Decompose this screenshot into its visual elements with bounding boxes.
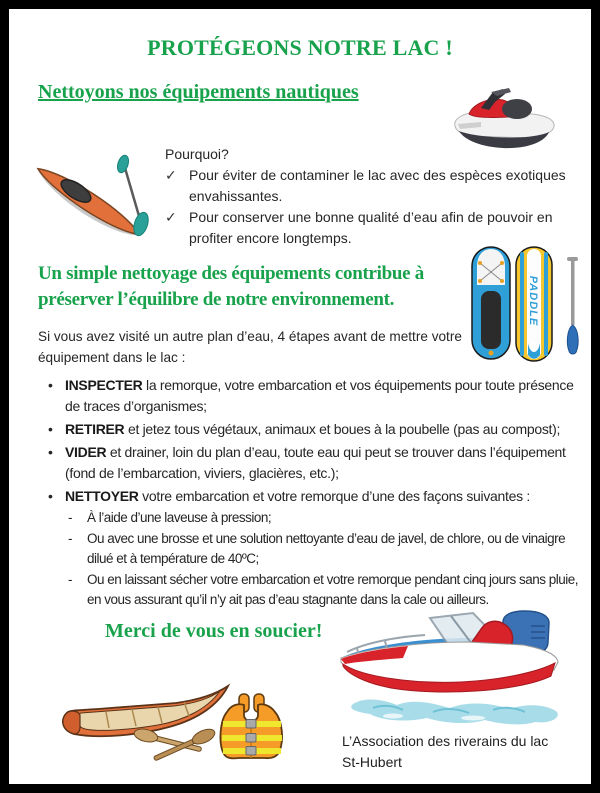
step-item <box>48 486 583 507</box>
why-heading: Pourquoi? <box>165 146 229 162</box>
jetski-illustration <box>450 80 562 154</box>
paddle-board-label: PADDLE <box>527 275 539 327</box>
steps-intro: Si vous avez visité un autre plan d’eau, 4 étapes avant de mettre votre équipement dans le lac : <box>38 329 462 365</box>
signature-line2: St-Hubert <box>342 754 402 770</box>
check-icon: ✓ <box>165 167 177 183</box>
page-subtitle: Nettoyons nos équipements nautiques <box>38 81 359 103</box>
dash-icon: - <box>68 510 72 525</box>
why-item-text: Pour éviter de contaminer le lac avec des espèces exotiques envahissantes. <box>189 167 566 204</box>
substep-text: Ou en laissant sécher votre embarcation et votre remorque pendant cinq jours sans pluie, en vous assurant qu’il n’y ait pas d’eau stagnante dans la cale ou ailleurs. <box>87 571 579 607</box>
dash-icon: - <box>68 530 72 546</box>
dash-icon: - <box>68 571 72 587</box>
substep-item <box>68 508 583 529</box>
bullet-icon: • <box>48 444 53 460</box>
substep-text: À l’aide d’une laveuse à pression; <box>87 510 272 525</box>
why-item-text: Pour conserver une bonne qualité d’eau afin de pouvoir en profiter encore longtemps. <box>189 209 553 246</box>
step-body: et jetez tous végétaux, animaux et boues à la poubelle (pas au compost); <box>127 421 561 437</box>
substep-item <box>68 570 583 611</box>
step-text <box>65 442 583 484</box>
paddleboard-illustration <box>464 243 594 363</box>
step-body: et drainer, loin du plan d’eau, toute eau qui peut se trouver dans l’équipement (fond de l’embarcation, viviers, glacières, etc.); <box>65 444 566 481</box>
bullet-icon: • <box>48 377 53 393</box>
why-section <box>165 144 577 249</box>
why-item <box>165 165 577 207</box>
lifejacket-illustration <box>212 690 290 768</box>
step-item <box>48 375 583 417</box>
step-item <box>48 419 583 440</box>
step-item <box>48 442 583 484</box>
canoe-illustration <box>58 682 236 762</box>
boat-registration-label: MC4Y205 <box>362 666 386 676</box>
step-keyword: VIDER <box>65 444 107 460</box>
steps-list <box>48 375 583 611</box>
substep-text: Ou avec une brosse et une solution nettoyante d’eau de javel, de chlore, ou de vinaigre dilué et à température de 40ºC; <box>87 530 566 566</box>
step-keyword: NETTOYER <box>65 488 139 504</box>
step-keyword: RETIRER <box>65 421 125 437</box>
thanks-heading: Merci de vous en soucier! <box>105 619 323 642</box>
step-text <box>65 419 560 440</box>
step-text <box>65 486 530 507</box>
bullet-icon: • <box>48 488 53 504</box>
kayak-illustration <box>33 150 160 252</box>
substeps-list <box>68 508 583 611</box>
step-text <box>65 375 583 417</box>
step-keyword: INSPECTER <box>65 377 143 393</box>
signature-line1: L’Association des riverains du lac <box>342 733 549 749</box>
step-body: la remorque, votre embarcation et vos équipements pour toute présence de traces d’organismes; <box>65 377 574 414</box>
message-heading: Un simple nettoyage des équipements contribue à préserver l’équilibre de notre environnement. <box>38 263 424 310</box>
signature <box>342 731 548 773</box>
bullet-icon: • <box>48 421 53 437</box>
step-body: votre embarcation et votre remorque d’une des façons suivantes : <box>142 488 530 504</box>
check-icon: ✓ <box>165 209 177 225</box>
page-title: PROTÉGEONS NOTRE LAC ! <box>147 35 453 60</box>
substep-item <box>68 529 583 570</box>
motorboat-illustration <box>333 606 573 730</box>
